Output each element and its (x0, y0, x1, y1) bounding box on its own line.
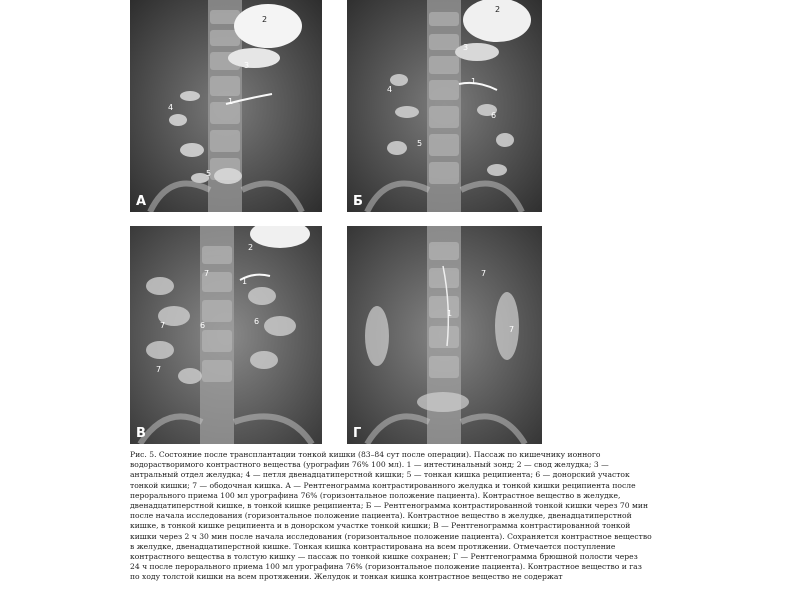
marker-7: 7 (156, 365, 162, 374)
figure-caption (130, 450, 688, 583)
marker-1: 1 (447, 309, 453, 318)
marker-2: 2 (262, 15, 268, 24)
marker-5: 5 (206, 169, 212, 178)
marker-2: 2 (495, 5, 501, 14)
marker-3: 3 (463, 43, 469, 52)
caption-line: кишке, в тонкой кишке реципиента и в донорском участке тонкой кишки; В — Рентгенограмма контрастированной тонкой (130, 521, 631, 531)
marker-4: 4 (168, 103, 174, 112)
caption-line: кишки через 2 ч 30 мин после начала исследования (горизонтальное положение пациента). Сохраняется контрастное вещество (130, 531, 652, 541)
marker-5: 5 (417, 139, 423, 148)
marker-7: 7 (160, 321, 166, 330)
marker-6: 6 (254, 317, 260, 326)
caption-line: водорастворимого контрастного вещества (урографин 76% 100 мл). 1 — интестинальный зонд; 2 — свод желудка; 3 — (130, 460, 609, 470)
marker-6: 6 (200, 321, 206, 330)
xray-panel-c (130, 226, 322, 444)
marker-7: 7 (481, 269, 487, 278)
caption-line: Рис. 5. Состояние после трансплантации тонкой кишки (83–84 сут после операции). Пассаж по кишечнику ионного (130, 450, 601, 459)
xray-panel-a (130, 0, 322, 212)
caption-line: контрастного вещества в толстую кишку — пассаж по тонкой кишке сохранен; Г — Рентгенограмма брюшной полости через (130, 552, 638, 562)
caption-line: тонкой кишки; 7 — ободочная кишка. А — Рентгенограмма контрастированного желудка и тонкой кишки реципиента после (130, 480, 636, 490)
xray-panel-b (347, 0, 542, 212)
marker-1: 1 (242, 277, 248, 286)
marker-2: 2 (248, 243, 254, 252)
caption-line: по ходу толстой кишки на всем протяжении. Желудок и тонкая кишка контрастное вещество не содержат (130, 572, 563, 582)
xray-image-a (130, 0, 322, 212)
caption-line: в желудке, двенадцатиперстной кишке. Тонкая кишка контрастирована на всем протяжении. Отмечается поступление (130, 541, 616, 551)
marker-1: 1 (228, 97, 234, 106)
caption-line: 24 ч после перорального приема 100 мл урографина 76% (горизонтальное положение пациента). Контрастное вещество и газ (130, 562, 642, 572)
marker-4: 4 (387, 85, 393, 94)
xray-panel-d (347, 226, 542, 444)
marker-6: 6 (491, 111, 497, 120)
marker-7: 7 (509, 325, 515, 334)
xray-image-b (347, 0, 542, 212)
xray-image-c (130, 226, 322, 444)
panel-letter-c: В (136, 426, 146, 441)
panel-letter-b: Б (353, 194, 363, 209)
xray-image-d (347, 226, 542, 444)
caption-line: после начала исследования (горизонтальное положение пациента). Контрастное вещество в желудке, двенадцатиперстной (130, 511, 632, 521)
marker-1: 1 (471, 77, 477, 86)
caption-line: перорального приема 100 мл урографина 76% (горизонтальное положение пациента). Контрастное вещество в желудке, (130, 490, 621, 500)
panel-letter-d: Г (353, 426, 362, 441)
caption-line: антральный отдел желудка; 4 — петля двенадцатиперстной кишки; 5 — тонкая кишка реципиента; 6 — донорский участок (130, 470, 630, 480)
caption-line: двенадцатиперстной кишке, в тонкой кишке реципиента; Б — Рентгенограмма контрастированной тонкой кишки через 70 мин (130, 501, 649, 511)
marker-3: 3 (244, 61, 250, 70)
panel-letter-a: А (136, 194, 147, 209)
marker-7: 7 (204, 269, 210, 278)
